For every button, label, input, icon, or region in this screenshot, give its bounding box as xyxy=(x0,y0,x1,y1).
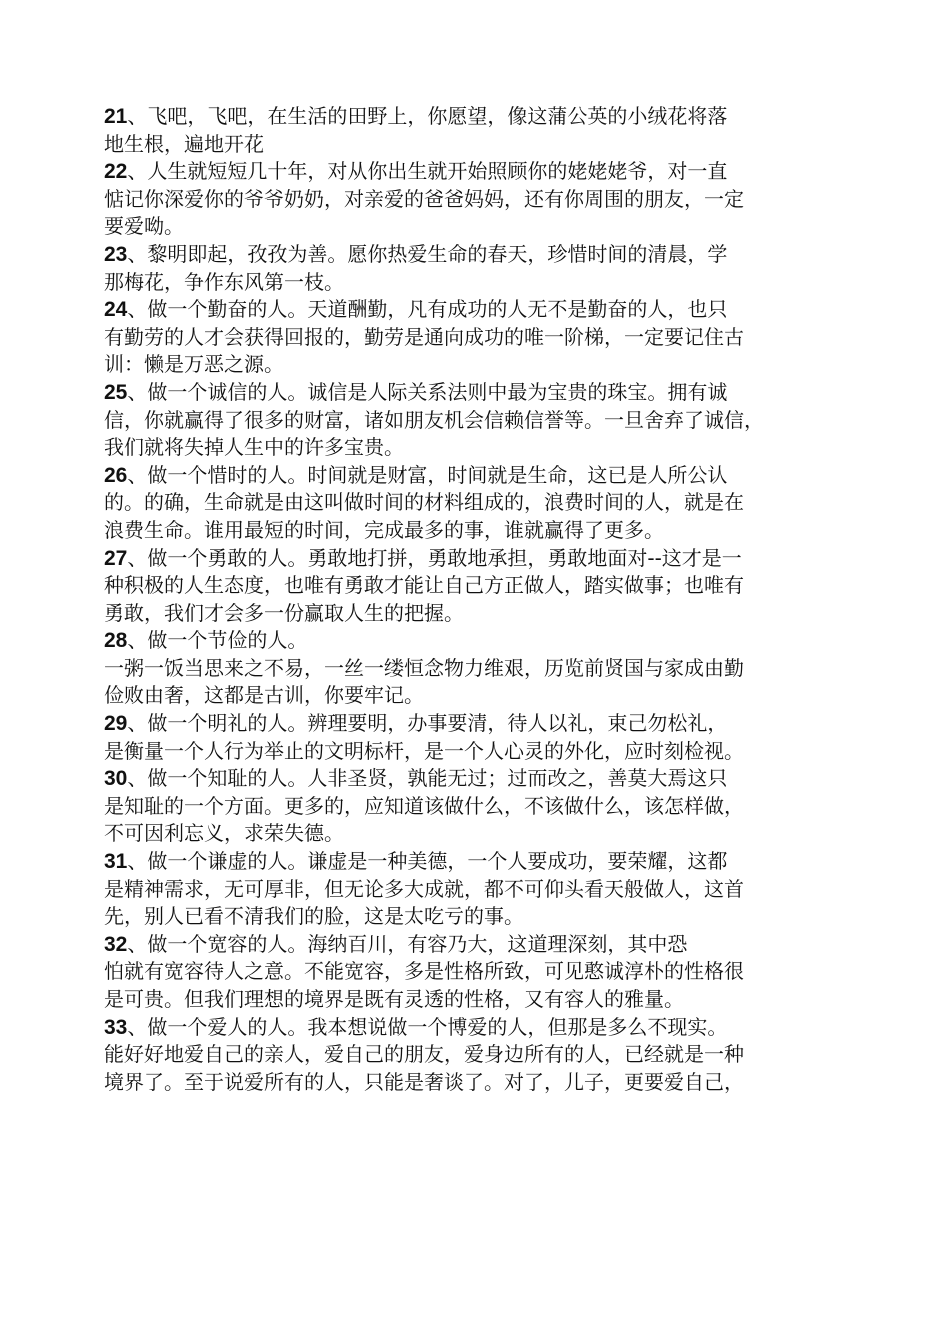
entry-28 xyxy=(104,627,874,710)
entry-number: 22 xyxy=(104,160,128,184)
entry-line xyxy=(104,158,874,186)
entry-text: 、做一个诚信的人。诚信是人际关系法则中最为宝贵的珠宝。拥有诚 xyxy=(127,379,728,404)
entry-text: 、黎明即起，孜孜为善。愿你热爱生命的春天，珍惜时间的清晨，学 xyxy=(127,241,728,266)
entry-line xyxy=(104,351,874,379)
entry-line xyxy=(104,682,874,710)
entry-text: 、做一个勤奋的人。天道酬勤，凡有成功的人无不是勤奋的人，也只 xyxy=(127,297,728,322)
entry-text: 浪费生命。谁用最短的时间，完成最多的事，谁就赢得了更多。 xyxy=(104,517,664,542)
entry-29 xyxy=(104,710,874,765)
entry-text: 境界了。至于说爱所有的人，只能是奢谈了。对了，儿子，更要爱自己， xyxy=(104,1069,744,1094)
entry-line xyxy=(104,103,874,131)
entry-text: 惦记你深爱你的爷爷奶奶，对亲爱的爸爸妈妈，还有你周围的朋友，一定 xyxy=(104,186,744,211)
entry-31 xyxy=(104,848,874,931)
entry-number: 26 xyxy=(104,463,128,487)
entry-number: 31 xyxy=(104,850,128,874)
entry-line xyxy=(104,213,874,241)
entry-number: 21 xyxy=(104,105,128,128)
entry-text: 训：懒是万恶之源。 xyxy=(104,352,284,377)
entry-number: 25 xyxy=(104,380,128,404)
entry-text: 是知耻的一个方面。更多的，应知道该做什么，不该做什么，该怎样做， xyxy=(104,793,744,818)
entry-22 xyxy=(104,158,874,241)
entry-number: 24 xyxy=(104,298,128,322)
entry-text: 、做一个节俭的人。 xyxy=(127,628,308,653)
entry-line xyxy=(104,1069,874,1097)
entry-line xyxy=(104,600,874,628)
entry-text: 的。的确，生命就是由这叫做时间的材料组成的，浪费时间的人，就是在 xyxy=(104,490,744,515)
entry-text: 、飞吧，飞吧，在生活的田野上，你愿望，像这蒲公英的小绒花将落 xyxy=(127,104,728,128)
entry-text: 、做一个谦虚的人。谦虚是一种美德，一个人要成功，要荣耀，这都 xyxy=(127,849,728,874)
entry-number: 30 xyxy=(104,767,128,791)
entry-text: 、做一个明礼的人。辨理要明，办事要清，待人以礼，束己勿松礼， xyxy=(127,711,728,736)
entry-line xyxy=(104,462,874,490)
entry-number: 33 xyxy=(104,1015,128,1039)
entry-text: 能好好地爱自己的亲人，爱自己的朋友，爱身边所有的人，已经就是一种 xyxy=(104,1042,744,1067)
entry-26 xyxy=(104,462,874,545)
entry-line xyxy=(104,434,874,462)
entry-number: 32 xyxy=(104,932,128,956)
entry-text: 勇敢，我们才会多一份赢取人生的把握。 xyxy=(104,600,464,625)
entry-line xyxy=(104,986,874,1014)
entry-text: 俭败由奢，这都是古训，你要牢记。 xyxy=(104,683,424,708)
entry-text: 是精神需求，无可厚非，但无论多大成就，都不可仰头看天般做人，这首 xyxy=(104,876,744,901)
entry-line xyxy=(104,572,874,600)
entry-number: 28 xyxy=(104,629,128,653)
entry-line xyxy=(104,131,874,159)
entry-text: 是衡量一个人行为举止的文明标杆，是一个人心灵的外化，应时刻检视。 xyxy=(104,738,744,763)
entry-text: 是可贵。但我们理想的境界是既有灵透的性格，又有容人的雅量。 xyxy=(104,987,684,1011)
entry-text: 要爱呦。 xyxy=(104,214,184,239)
entry-line xyxy=(104,489,874,517)
entry-text: 、做一个宽容的人。海纳百川，有容乃大，这道理深刻，其中恐 xyxy=(127,931,688,956)
entry-line xyxy=(104,269,874,297)
entry-text: 地生根，遍地开花 xyxy=(104,131,264,156)
entry-text: 有勤劳的人才会获得回报的，勤劳是通向成功的唯一阶梯，一定要记住古 xyxy=(104,324,744,349)
entry-text: 、做一个爱人的人。我本想说做一个博爱的人，但那是多么不现实。 xyxy=(127,1014,728,1039)
entry-line xyxy=(104,903,874,931)
entry-line xyxy=(104,848,874,876)
entry-text: 、人生就短短几十年，对从你出生就开始照顾你的姥姥姥爷，对一直 xyxy=(127,159,728,184)
entry-line xyxy=(104,545,874,573)
entry-text: 、做一个惜时的人。时间就是财富，时间就是生命，这已是人所公认 xyxy=(127,462,728,487)
entry-line xyxy=(104,738,874,766)
entry-text: 我们就将失掉人生中的许多宝贵。 xyxy=(104,435,404,460)
entry-line xyxy=(104,1041,874,1069)
entry-line xyxy=(104,931,874,959)
entry-30 xyxy=(104,765,874,848)
entry-21 xyxy=(104,103,874,158)
entry-text: 种积极的人生态度，也唯有勇敢才能让自己方正做人，踏实做事；也唯有 xyxy=(104,573,744,598)
entry-text: 、做一个勇敢的人。勇敢地打拼，勇敢地承担，勇敢地面对--这才是一 xyxy=(127,545,742,570)
entry-line xyxy=(104,186,874,214)
entry-line xyxy=(104,407,874,435)
entry-33 xyxy=(104,1014,874,1097)
entry-number: 23 xyxy=(104,242,128,266)
entry-line xyxy=(104,820,874,848)
entry-line xyxy=(104,296,874,324)
entry-line xyxy=(104,1014,874,1042)
entry-24 xyxy=(104,296,874,379)
entry-text: 一粥一饭当思来之不易，一丝一缕恒念物力维艰，历览前贤国与家成由勤 xyxy=(104,655,744,680)
entry-line xyxy=(104,655,874,683)
entry-line xyxy=(104,710,874,738)
entry-line xyxy=(104,517,874,545)
entry-line xyxy=(104,765,874,793)
entry-number: 27 xyxy=(104,546,128,570)
entry-23 xyxy=(104,241,874,296)
entry-line xyxy=(104,958,874,986)
entry-text: 那梅花，争作东风第一枝。 xyxy=(104,269,344,294)
entry-text: 、做一个知耻的人。人非圣贤，孰能无过；过而改之，善莫大焉这只 xyxy=(127,766,728,791)
entry-line xyxy=(104,876,874,904)
entry-text: 怕就有宽容待人之意。不能宽容，多是性格所致，可见憨诚淳朴的性格很 xyxy=(104,959,744,984)
entry-line xyxy=(104,324,874,352)
entry-line xyxy=(104,241,874,269)
entry-25 xyxy=(104,379,874,462)
entry-27 xyxy=(104,545,874,628)
entry-text: 不可因利忘义，求荣失德。 xyxy=(104,821,344,846)
entry-line xyxy=(104,379,874,407)
numbered-entries xyxy=(104,103,874,1096)
entry-text: 先，别人已看不清我们的脸，这是太吃亏的事。 xyxy=(104,904,524,929)
entry-32 xyxy=(104,931,874,1014)
entry-line xyxy=(104,627,874,655)
entry-number: 29 xyxy=(104,712,128,736)
entry-line xyxy=(104,793,874,821)
entry-text: 信，你就赢得了很多的财富，诸如朋友机会信赖信誉等。一旦舍弃了诚信， xyxy=(104,407,764,432)
